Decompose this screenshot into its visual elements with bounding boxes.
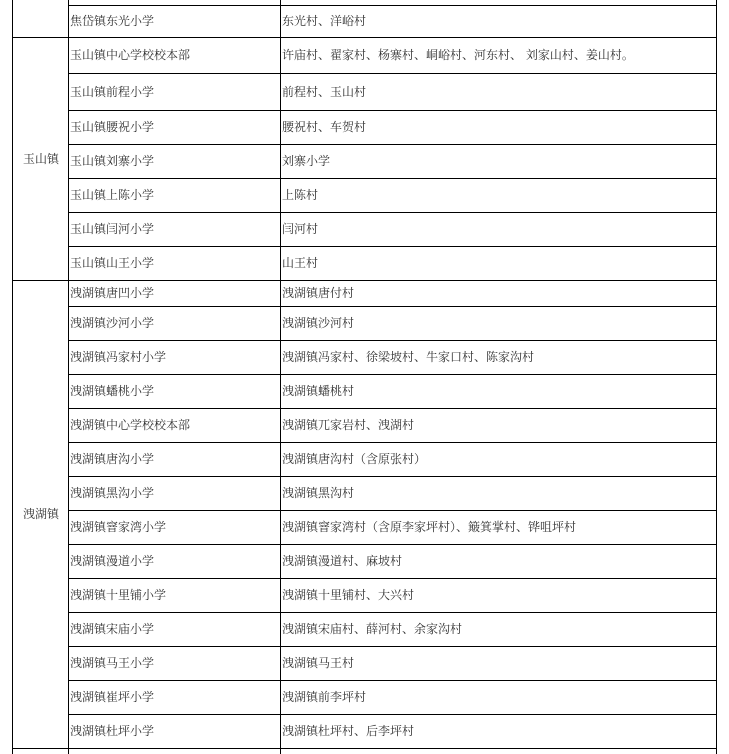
row-divider: [68, 110, 717, 111]
row-divider: [68, 476, 717, 477]
school-name-cell: 洩湖镇蟠桃小学: [70, 384, 155, 398]
row-divider: [68, 374, 717, 375]
row-divider: [68, 680, 717, 681]
column-divider: [68, 0, 69, 754]
village-list-cell: 洩湖镇沙河村: [282, 316, 355, 330]
row-divider: [12, 37, 717, 38]
village-list-cell: 洩湖镇十里铺村、大兴村: [282, 588, 415, 602]
school-name-cell: 洩湖镇崔坪小学: [70, 690, 155, 704]
row-divider: [68, 306, 717, 307]
village-list-cell: 洩湖镇唐沟村（含原张村）: [282, 452, 427, 466]
village-list-cell: 刘寨小学: [282, 154, 331, 168]
village-list-cell: 洩湖镇宋庙村、薛河村、余家沟村: [282, 622, 463, 636]
school-name-cell: 玉山镇腰祝小学: [70, 120, 155, 134]
row-divider: [68, 340, 717, 341]
village-list-cell: 东光村、洋峪村: [282, 14, 367, 28]
village-list-cell: 洩湖镇窨家湾村（含原李家坪村）、簸箕掌村、铧咀坪村: [282, 520, 577, 534]
school-name-cell: 玉山镇刘寨小学: [70, 154, 155, 168]
school-name-cell: 洩湖镇黑沟小学: [70, 486, 155, 500]
school-name-cell: 洩湖镇窨家湾小学: [70, 520, 167, 534]
row-divider: [68, 442, 717, 443]
row-divider: [12, 748, 717, 749]
village-list-cell: 洩湖镇杜坪村、后李坪村: [282, 724, 415, 738]
school-name-cell: 洩湖镇沙河小学: [70, 316, 155, 330]
school-name-cell: 洩湖镇漫道小学: [70, 554, 155, 568]
school-name-cell: 玉山镇山王小学: [70, 256, 155, 270]
row-divider: [68, 646, 717, 647]
column-divider: [716, 0, 717, 754]
row-divider: [68, 510, 717, 511]
village-list-cell: 许庙村、翟家村、杨寨村、峒峪村、河东村、 刘家山村、姜山村。: [282, 48, 634, 62]
village-list-cell: 上陈村: [282, 188, 319, 202]
row-divider: [68, 212, 717, 213]
school-name-cell: 玉山镇中心学校校本部: [70, 48, 191, 62]
village-list-cell: 闫河村: [282, 222, 319, 236]
school-name-cell: 洩湖镇十里铺小学: [70, 588, 167, 602]
school-name-cell: 洩湖镇中心学校校本部: [70, 418, 191, 432]
row-divider: [68, 408, 717, 409]
row-divider: [68, 714, 717, 715]
school-name-cell: 玉山镇闫河小学: [70, 222, 155, 236]
village-list-cell: 腰祝村、车贺村: [282, 120, 367, 134]
row-divider: [68, 544, 717, 545]
village-list-cell: 前程村、玉山村: [282, 85, 367, 99]
village-list-cell: 洩湖镇漫道村、麻坡村: [282, 554, 403, 568]
row-divider: [68, 178, 717, 179]
school-name-cell: 洩湖镇马王小学: [70, 656, 155, 670]
village-list-cell: 洩湖镇唐付村: [282, 286, 355, 300]
school-name-cell: 洩湖镇唐沟小学: [70, 452, 155, 466]
row-divider: [68, 144, 717, 145]
town-name-cell: 玉山镇: [22, 152, 59, 166]
column-divider: [280, 0, 281, 754]
village-list-cell: 山王村: [282, 256, 319, 270]
village-list-cell: 洩湖镇马王村: [282, 656, 355, 670]
row-divider: [68, 246, 717, 247]
school-name-cell: 玉山镇前程小学: [70, 85, 155, 99]
village-list-cell: 洩湖镇黑沟村: [282, 486, 355, 500]
school-name-cell: 玉山镇上陈小学: [70, 188, 155, 202]
column-divider: [12, 0, 13, 754]
school-name-cell: 洩湖镇唐凹小学: [70, 286, 155, 300]
school-name-cell: 焦岱镇东光小学: [70, 14, 155, 28]
row-divider: [68, 5, 717, 6]
village-list-cell: 洩湖镇兀家岩村、洩湖村: [282, 418, 415, 432]
row-divider: [12, 280, 717, 281]
village-list-cell: 洩湖镇冯家村、徐梁坡村、牛家口村、陈家沟村: [282, 350, 535, 364]
school-name-cell: 洩湖镇宋庙小学: [70, 622, 155, 636]
row-divider: [68, 612, 717, 613]
school-name-cell: 洩湖镇杜坪小学: [70, 724, 155, 738]
row-divider: [68, 578, 717, 579]
village-list-cell: 洩湖镇前李坪村: [282, 690, 367, 704]
row-divider: [68, 73, 717, 74]
school-name-cell: 洩湖镇冯家村小学: [70, 350, 167, 364]
village-list-cell: 洩湖镇蟠桃村: [282, 384, 355, 398]
town-name-cell: 洩湖镇: [22, 507, 59, 521]
